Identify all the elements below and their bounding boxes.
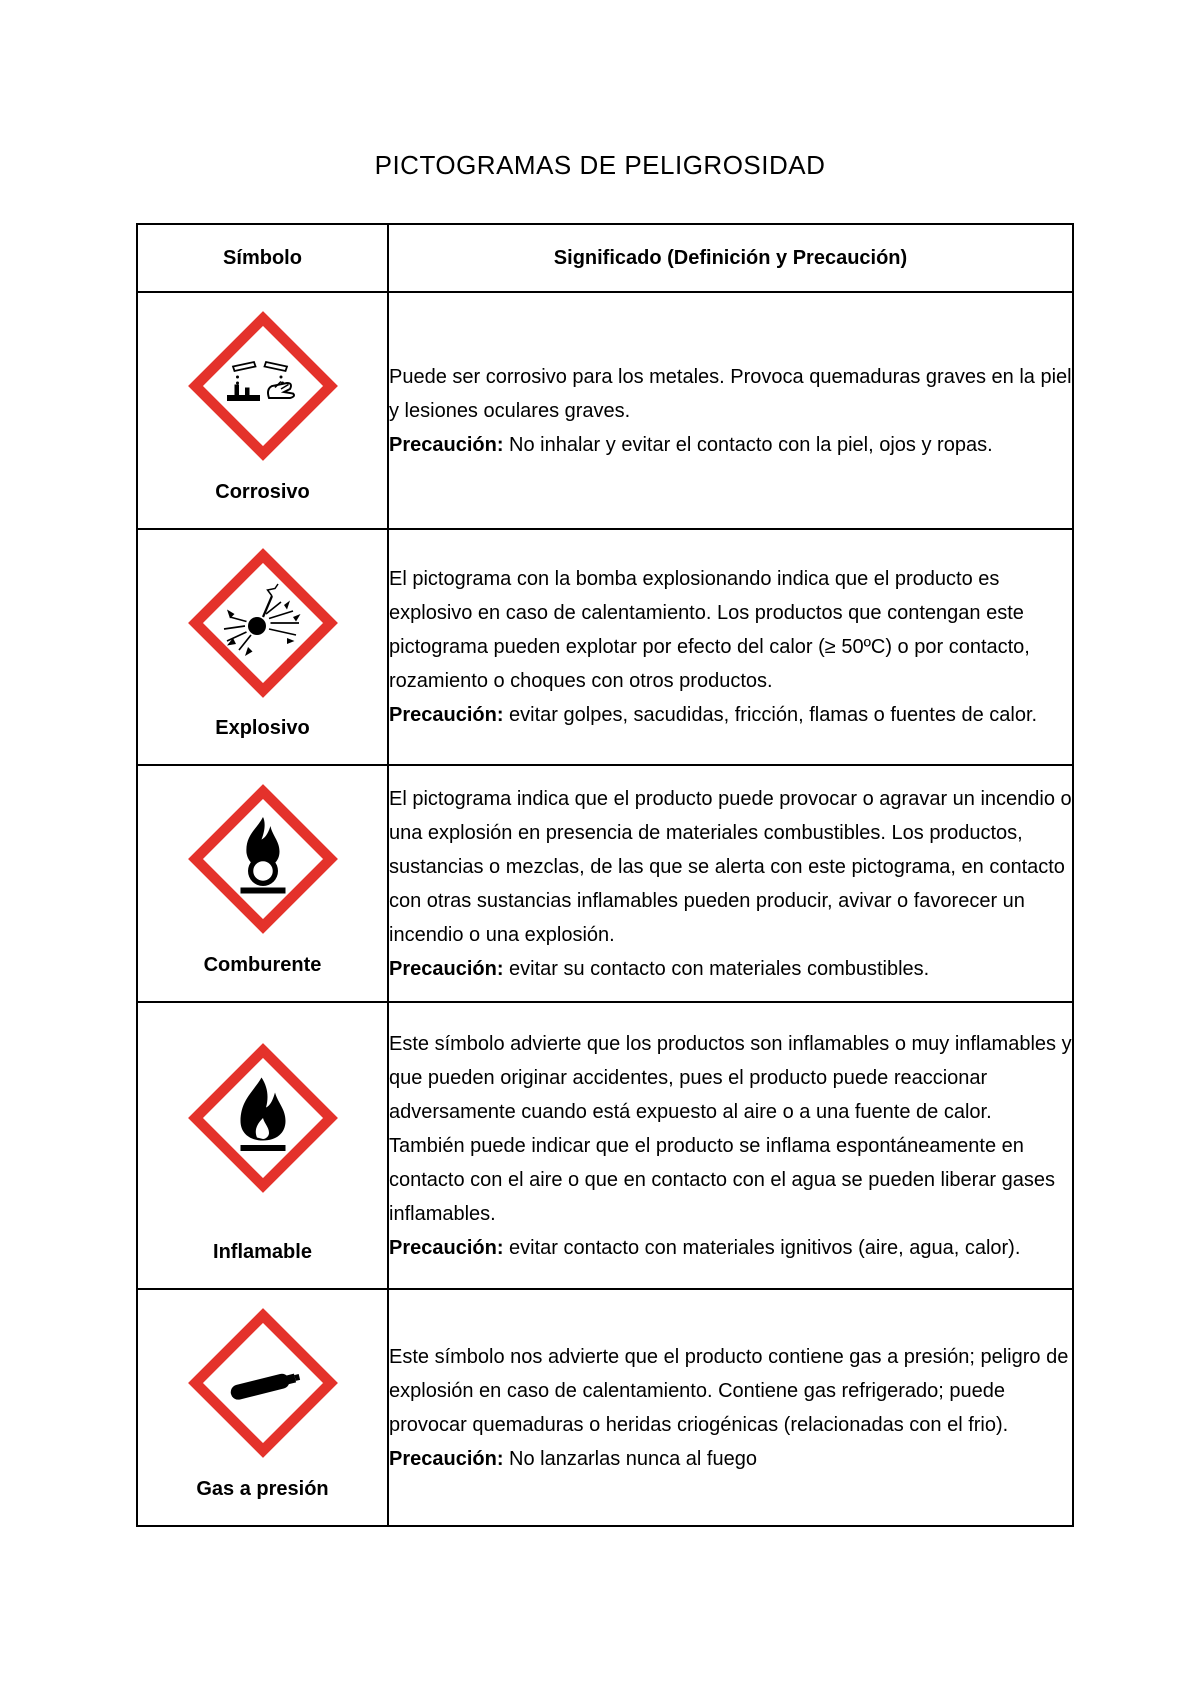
table-row [137,529,1073,765]
precaution-text: evitar contacto con materiales ignitivos (aire, agua, calor). [503,1236,1021,1259]
precaution-label: Precaución: [389,957,504,980]
description-cell [388,1289,1073,1526]
symbol-cell [137,1002,388,1289]
table-row [137,765,1073,1002]
precaution-label: Precaución: [389,1447,504,1470]
hazard-table [136,223,1074,1527]
header-row [137,224,1073,292]
header-meaning: Significado (Definición y Precaución) [388,224,1073,292]
flammable-icon [188,1043,338,1193]
symbol-label: Comburente [203,954,322,976]
precaution-text: No inhalar y evitar el contacto con la piel, ojos y ropas. [503,433,993,456]
symbol-label: Gas a presión [196,1478,329,1500]
precaution-text: evitar golpes, sacudidas, fricción, flamas o fuentes de calor. [503,704,1038,726]
description-text: El pictograma con la bomba explosionando indica que el producto es explosivo en caso de calentamiento. Los productos que contengan este pictograma pueden explotar por efecto del calor (≥ 50ºC) o por contacto, rozamiento o choques con otros productos. [389,568,1030,692]
symbol-label: Inflamable [213,1241,312,1263]
description-cell [388,1002,1073,1289]
symbol-cell [137,529,388,765]
symbol-cell [137,292,388,529]
precaution-label: Precaución: [389,1236,504,1259]
symbol-label: Explosivo [215,717,310,739]
description-text: Puede ser corrosivo para los metales. Provoca quemaduras graves en la piel y lesiones oculares graves. [389,365,1072,422]
table-row [137,1002,1073,1289]
precaution-label: Precaución: [389,704,504,726]
description-text: Este símbolo nos advierte que el producto contiene gas a presión; peligro de explosión en caso de calentamiento. Contiene gas refrigerado; puede provocar quemaduras o heridas criogénicas (relacionadas con el frio). [389,1345,1069,1436]
oxidizer-icon [188,784,338,934]
symbol-label: Corrosivo [215,481,310,503]
description-text: El pictograma indica que el producto puede provocar o agravar un incendio o una explosión en presencia de materiales combustibles. Los productos, sustancias o mezclas, de las que se alerta con este pictograma, en contacto con otras sustancias inflamables pueden producir, avivar o favorecer un incendio o una explosión. [389,787,1072,946]
explosive-icon [188,548,338,698]
precaution-text: evitar su contacto con materiales combustibles. [503,957,930,980]
table-row [137,1289,1073,1526]
description-cell [388,529,1073,765]
description-cell [388,292,1073,529]
precaution-text: No lanzarlas nunca al fuego [503,1447,757,1470]
table-row [137,292,1073,529]
precaution-label: Precaución: [389,433,504,456]
gas-cylinder-icon [188,1308,338,1458]
symbol-cell [137,1289,388,1526]
description-text: Este símbolo advierte que los productos son inflamables o muy inflamables y que pueden originar accidentes, pues el producto puede reaccionar adversamente cuando está expuesto al aire o a una fuente de calor. También puede indicar que el producto se inflama espontáneamente en contacto con el aire o que en contacto con el agua se pueden liberar gases inflamables. [389,1032,1072,1225]
page-title: PICTOGRAMAS DE PELIGROSIDAD [374,150,826,180]
description-cell [388,765,1073,1002]
symbol-cell [137,765,388,1002]
header-symbol: Símbolo [137,224,388,292]
corrosive-icon [188,311,338,461]
